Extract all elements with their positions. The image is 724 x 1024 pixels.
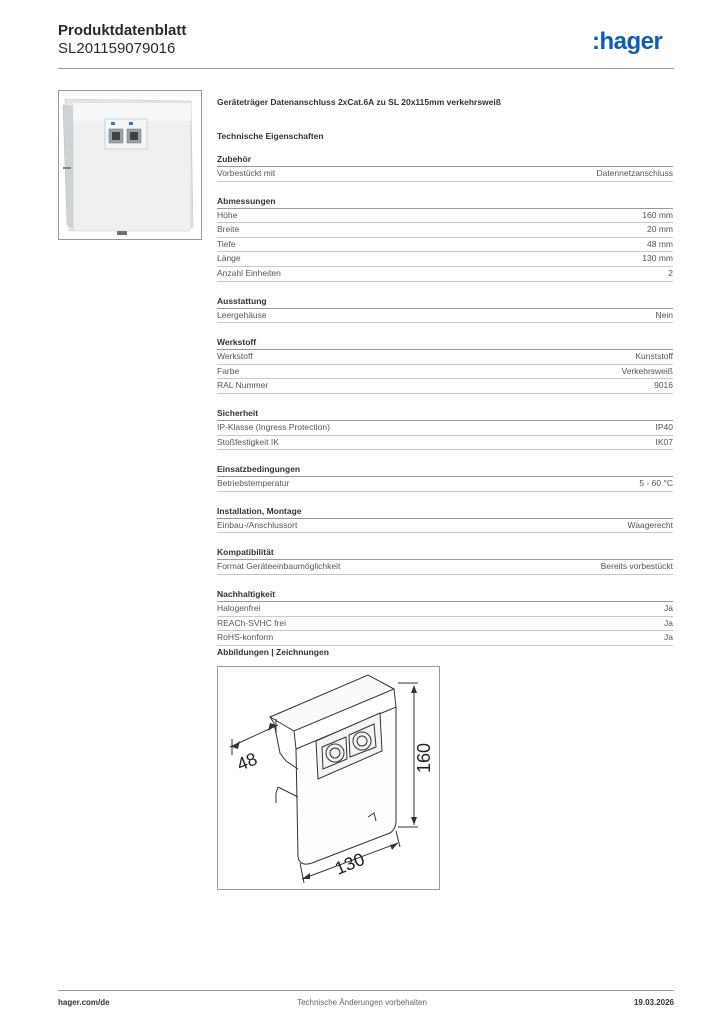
spec-section xyxy=(217,336,673,394)
spec-section xyxy=(217,463,673,492)
spec-value: 130 mm xyxy=(642,253,673,264)
spec-label: Betriebstemperatur xyxy=(217,478,290,489)
spec-label: Werkstoff xyxy=(217,351,253,362)
footer-website: hager.com/de xyxy=(58,998,110,1007)
spec-row xyxy=(217,238,673,253)
spec-section xyxy=(217,153,673,182)
spec-label: Leergehäuse xyxy=(217,309,267,320)
spec-section-heading: Sicherheit xyxy=(217,407,673,421)
spec-row xyxy=(217,519,673,534)
spec-value: IK07 xyxy=(655,436,673,447)
spec-row xyxy=(217,167,673,182)
spec-content xyxy=(217,96,673,659)
spec-value: 160 mm xyxy=(642,209,673,220)
spec-section-heading: Installation, Montage xyxy=(217,505,673,519)
product-photo xyxy=(58,90,202,240)
spec-section xyxy=(217,546,673,575)
spec-section xyxy=(217,195,673,282)
spec-row xyxy=(217,436,673,451)
spec-value: Waagerecht xyxy=(627,519,673,530)
spec-value: 48 mm xyxy=(647,238,673,249)
spec-section xyxy=(217,505,673,534)
spec-value: 9016 xyxy=(654,380,673,391)
spec-value: Verkehrsweiß xyxy=(621,365,673,376)
spec-value: IP40 xyxy=(655,421,673,432)
hager-logo xyxy=(592,28,674,54)
spec-section-heading: Kompatibilität xyxy=(217,546,673,560)
product-title: Geräteträger Datenanschluss 2xCat.6A zu SL 20x115mm verkehrsweiß xyxy=(217,97,501,107)
spec-label: Tiefe xyxy=(217,238,236,249)
spec-section-heading: Nachhaltigkeit xyxy=(217,588,673,602)
spec-value: 2 xyxy=(668,267,673,278)
spec-value: Ja xyxy=(664,617,673,628)
spec-value: 5 - 60 °C xyxy=(639,478,673,489)
spec-value: Datennetzanschluss xyxy=(596,168,673,178)
spec-label: Länge xyxy=(217,253,241,264)
spec-section xyxy=(217,407,673,450)
spec-section xyxy=(217,588,673,646)
spec-value: 20 mm xyxy=(647,224,673,235)
spec-value: Ja xyxy=(664,602,673,613)
drawings-heading: Abbildungen | Zeichnungen xyxy=(217,647,329,657)
spec-section xyxy=(217,295,673,324)
technical-properties-heading: Technische Eigenschaften xyxy=(217,131,324,141)
spec-section-heading: Einsatzbedingungen xyxy=(217,463,673,477)
spec-value: Nein xyxy=(655,309,673,320)
footer-divider xyxy=(58,990,674,991)
spec-section-heading: Abmessungen xyxy=(217,195,673,209)
spec-value: Ja xyxy=(664,632,673,643)
spec-section-heading: Ausstattung xyxy=(217,295,673,309)
spec-section-heading: Zubehör xyxy=(217,153,673,167)
spec-value: Kunststoff xyxy=(635,351,673,362)
spec-row xyxy=(217,602,673,617)
dimension-depth-label: 48 xyxy=(234,748,261,775)
spec-label: Halogenfrei xyxy=(217,602,261,613)
spec-label: Vorbestückt mit xyxy=(217,168,276,178)
logo-text: :hager xyxy=(592,28,663,54)
spec-label: RAL Nummer xyxy=(217,380,269,391)
spec-label: Einbau-/Anschlussort xyxy=(217,519,298,530)
spec-label: Farbe xyxy=(217,365,240,376)
spec-section-heading: Werkstoff xyxy=(217,336,673,350)
spec-row xyxy=(217,560,673,575)
dimension-height-label: 160 xyxy=(414,742,434,773)
spec-label: Format Geräteeinbaumöglichkeit xyxy=(217,561,341,572)
spec-row xyxy=(217,223,673,238)
spec-label: REACh-SVHC frei xyxy=(217,617,286,628)
spec-label: Höhe xyxy=(217,209,238,220)
header-divider xyxy=(58,68,674,69)
spec-row xyxy=(217,350,673,365)
spec-label: Stoßfestigkeit IK xyxy=(217,436,279,447)
footer-notice: Technische Änderungen vorbehalten xyxy=(297,998,427,1007)
dimension-drawing xyxy=(217,666,440,890)
page-title: Produktdatenblatt xyxy=(58,22,187,39)
spec-row xyxy=(217,252,673,267)
spec-table xyxy=(217,153,673,646)
spec-row xyxy=(217,365,673,380)
spec-row xyxy=(217,617,673,632)
footer-date: 19.03.2026 xyxy=(633,998,674,1007)
spec-row xyxy=(217,477,673,492)
spec-row xyxy=(217,421,673,436)
spec-label: Anzahl Einheiten xyxy=(217,267,281,278)
spec-row xyxy=(217,209,673,224)
spec-value: Bereits vorbestückt xyxy=(600,561,673,572)
spec-row xyxy=(217,309,673,324)
spec-label: RoHS-konform xyxy=(217,632,274,643)
document-number: SL201159079016 xyxy=(58,40,176,57)
spec-row xyxy=(217,267,673,282)
spec-label: IP-Klasse (Ingress Protection) xyxy=(217,421,330,432)
dimension-length-label: 130 xyxy=(332,848,368,879)
spec-row xyxy=(217,631,673,646)
spec-row xyxy=(217,379,673,394)
spec-label: Breite xyxy=(217,224,240,235)
